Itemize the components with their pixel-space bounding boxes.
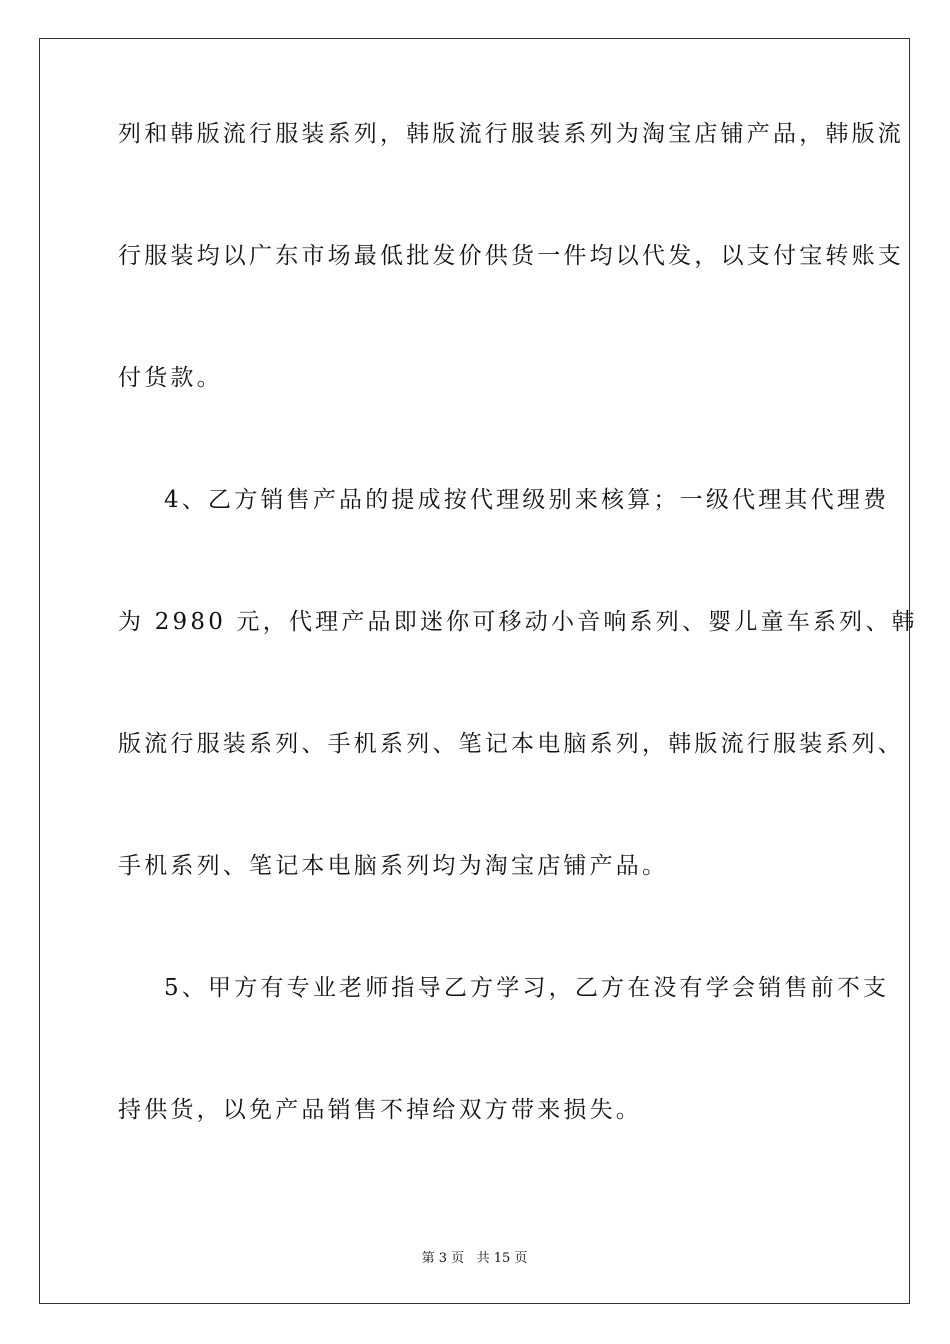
total-pages: 共 15 页 (476, 1251, 528, 1266)
paragraph-line: 行服装均以广东市场最低批发价供货一件均以代发，以支付宝转账支 (118, 243, 904, 269)
page-footer (40, 1247, 909, 1266)
paragraph-line: 列和韩版流行服装系列，韩版流行服装系列为淘宝店铺产品，韩版流 (118, 121, 904, 147)
paragraph-line: 付货款。 (118, 365, 223, 391)
paragraph-line: 持供货，以免产品销售不掉给双方带来损失。 (118, 1097, 642, 1123)
paragraph-line: 5、甲方有专业老师指导乙方学习，乙方在没有学会销售前不支 (164, 975, 890, 1001)
paragraph-line: 版流行服装系列、手机系列、笔记本电脑系列，韩版流行服装系列、 (118, 731, 904, 757)
document-page (39, 38, 918, 1304)
paragraph-line: 为 2980 元，代理产品即迷你可移动小音响系列、婴儿童车系列、韩 (118, 609, 918, 635)
paragraph-line: 4、乙方销售产品的提成按代理级别来核算；一级代理其代理费 (164, 487, 890, 513)
paragraph-line: 手机系列、笔记本电脑系列均为淘宝店铺产品。 (118, 853, 669, 879)
page-number: 第 3 页 (421, 1251, 465, 1266)
